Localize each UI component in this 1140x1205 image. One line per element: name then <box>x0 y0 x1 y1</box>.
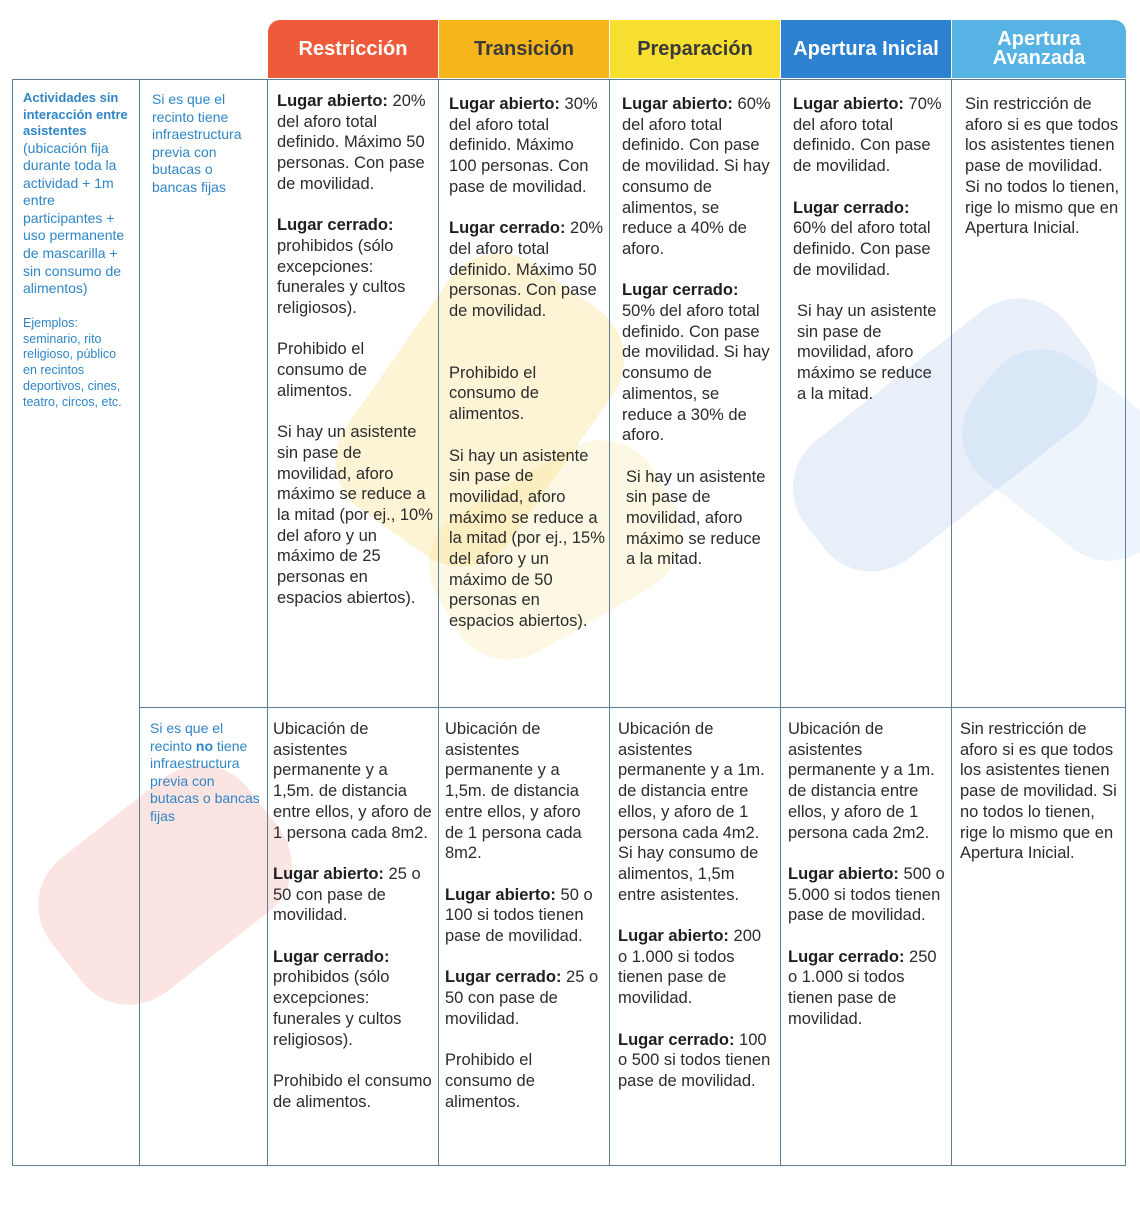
activity-examples: Ejemplos: seminario, rito religioso, público en recintos deportivos, cines, teatro, circos, etc. <box>23 315 122 409</box>
column-divider <box>951 79 952 1166</box>
label-lugar-abierto: Lugar abierto: <box>618 927 729 946</box>
label-lugar-cerrado: Lugar cerrado: <box>788 947 905 966</box>
cell-row2-transicion <box>445 719 603 1133</box>
activity-cell <box>23 90 133 411</box>
header-apertura-inicial: Apertura Inicial <box>781 20 951 78</box>
label-lugar-cerrado: Lugar cerrado: <box>445 968 562 987</box>
text-lugar-abierto: 60% del aforo total definido. Con pase de movilidad. Si hay consumo de alimentos, se reduce a 40% de aforo. <box>622 95 771 258</box>
text-sin-restriccion: Sin restricción de aforo si es que todos los asistentes tienen pase de movilidad. Si no todos lo tienen, rige lo mismo que en Apertura Inicial. <box>965 95 1120 238</box>
header-restriccion: Restricción <box>268 20 438 78</box>
cell-row1-transicion <box>449 94 605 653</box>
condition-text-bold: no <box>195 737 214 754</box>
label-lugar-abierto: Lugar abierto: <box>449 95 560 113</box>
label-lugar-cerrado: Lugar cerrado: <box>618 1030 735 1049</box>
text-lugar-cerrado: 250 o 1.000 si todos tienen pase de movilidad. <box>788 947 937 1028</box>
cell-row1-apertura-avanzada <box>965 94 1120 260</box>
text-note-pase: Si hay un asistente sin pase de movilidad, aforo máximo se reduce a la mitad (por ej., 10% del aforo y un máximo de 25 personas en espacios abiertos). <box>277 423 433 607</box>
cell-row2-apertura-avanzada <box>960 719 1118 885</box>
text-lugar-cerrado: 20% del aforo total definido. Máximo 50 personas. Con pase de movilidad. <box>449 219 604 321</box>
text-note-alimentos: Prohibido el consumo de alimentos. <box>273 1071 432 1111</box>
text-sin-restriccion: Sin restricción de aforo si es que todos los asistentes tienen pase de movilidad. Si no todos lo tienen, rige lo mismo que en Apertura Inicial. <box>960 720 1117 863</box>
text-ubicacion: Ubicación de asistentes permanente y a 1m. de distancia entre ellos, y aforo de 1 persona cada 2m2. <box>788 720 935 842</box>
text-lugar-abierto: 25 o 50 con pase de movilidad. <box>273 864 421 925</box>
cell-row2-apertura-inicial <box>788 719 946 1050</box>
label-lugar-abierto: Lugar abierto: <box>273 864 384 883</box>
text-note-alimentos: Prohibido el consumo de alimentos. <box>277 340 367 400</box>
activity-description: (ubicación fija durante toda la actividad + 1m entre participantes + uso permanente de mascarilla + sin consumo de alimentos) <box>23 139 125 297</box>
text-lugar-cerrado: prohibidos (sólo excepciones: funerales y cultos religiosos). <box>273 968 402 1049</box>
activity-title: Actividades sin interacción entre asistentes <box>23 90 128 138</box>
label-lugar-cerrado: Lugar cerrado: <box>449 219 566 238</box>
label-lugar-cerrado: Lugar cerrado: <box>277 216 394 235</box>
text-lugar-abierto: 70% del aforo total definido. Con pase de movilidad. <box>793 95 942 176</box>
condition-text-b: tiene infraestructura previa con butacas o bancas fijas <box>150 737 260 824</box>
text-lugar-cerrado: prohibidos (sólo excepciones: funerales y cultos religiosos). <box>277 236 406 318</box>
cell-row2-preparacion <box>618 719 774 1112</box>
row-divider <box>139 707 1126 708</box>
label-lugar-cerrado: Lugar cerrado: <box>273 947 390 966</box>
condition-without-seats <box>150 720 262 826</box>
cell-row1-preparacion <box>622 94 774 591</box>
label-lugar-cerrado: Lugar cerrado: <box>622 281 739 300</box>
text-note-pase: Si hay un asistente sin pase de movilidad, aforo máximo se reduce a la mitad (por ej., 15% del aforo y un máximo de 50 personas en espacios abiertos). <box>449 446 605 631</box>
header-transicion: Transición <box>439 20 609 78</box>
column-divider <box>438 79 439 1166</box>
text-lugar-abierto: 30% del aforo total definido. Máximo 100 personas. Con pase de movilidad. <box>449 95 598 196</box>
cell-row1-apertura-inicial <box>793 94 945 425</box>
label-lugar-abierto: Lugar abierto: <box>277 92 388 110</box>
cell-row1-restriccion <box>277 91 433 629</box>
condition-text-a: Si es que el recinto <box>150 720 224 754</box>
text-note-pase: Si hay un asistente sin pase de movilidad, aforo máximo se reduce a la mitad. <box>626 467 766 569</box>
text-ubicacion: Ubicación de asistentes permanente y a 1,5m. de distancia entre ellos, y aforo de 1 persona cada 8m2. <box>445 720 582 863</box>
text-lugar-cerrado: 25 o 50 con pase de movilidad. <box>445 968 599 1028</box>
label-lugar-abierto: Lugar abierto: <box>622 95 733 113</box>
text-ubicacion: Ubicación de asistentes permanente y a 1,5m. de distancia entre ellos, y aforo de 1 persona cada 8m2. <box>273 720 432 842</box>
text-lugar-cerrado: 100 o 500 si todos tienen pase de movilidad. <box>618 1030 771 1090</box>
header-preparacion: Preparación <box>610 20 780 78</box>
condition-with-seats: Si es que el recinto tiene infraestructura previa con butacas o bancas fijas <box>152 91 242 195</box>
column-divider <box>609 79 610 1166</box>
text-note-alimentos: Prohibido el consumo de alimentos. <box>445 1051 535 1111</box>
text-note-alimentos: Prohibido el consumo de alimentos. <box>449 363 539 424</box>
column-divider <box>139 79 140 1166</box>
text-lugar-abierto: 50 o 100 si todos tienen pase de movilidad. <box>445 885 593 946</box>
text-note-pase: Si hay un asistente sin pase de movilidad, aforo máximo se reduce a la mitad. <box>797 302 937 403</box>
label-lugar-abierto: Lugar abierto: <box>445 885 556 904</box>
header-apertura-avanzada: Apertura Avanzada <box>952 20 1126 78</box>
column-divider <box>267 79 268 1166</box>
label-lugar-abierto: Lugar abierto: <box>788 864 899 883</box>
column-divider <box>780 79 781 1166</box>
text-lugar-cerrado: 50% del aforo total definido. Con pase de movilidad. Si hay consumo de alimentos, se reduce a 30% de aforo. <box>622 302 770 445</box>
text-lugar-cerrado: 60% del aforo total definido. Con pase de movilidad. <box>793 219 931 279</box>
label-lugar-abierto: Lugar abierto: <box>793 95 904 113</box>
label-lugar-cerrado: Lugar cerrado: <box>793 198 910 217</box>
cell-row2-restriccion <box>273 719 433 1133</box>
text-lugar-abierto: 200 o 1.000 si todos tienen pase de movilidad. <box>618 927 762 1008</box>
text-ubicacion: Ubicación de asistentes permanente y a 1m. de distancia entre ellos, y aforo de 1 persona cada 4m2. Si hay consumo de alimentos, 1,5m entre asistentes. <box>618 720 765 904</box>
text-lugar-abierto: 500 o 5.000 si todos tienen pase de movilidad. <box>788 864 945 925</box>
text-lugar-abierto: 20% del aforo total definido. Máximo 50 personas. Con pase de movilidad. <box>277 92 426 193</box>
